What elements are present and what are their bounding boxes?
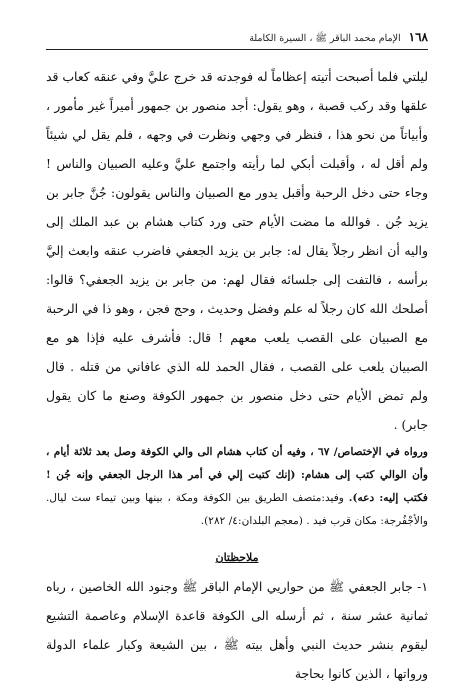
main-paragraph: ليلتي فلما أصبحت أتيته إعظاماً له فوجدته قد خرج عليَّ وفي عنقه كعاب قد علقها وقد ركب قصبة ، وهو يقول: أجد منصور بن جمهور أميراً غير مأمور ، وأبياتاً من نحو هذا ، فنظر في وجهي ونظرت في وجهه ، فلم يقل لي شيئاً ولم أقل له ، وأقبلت أبكي لما رأيته واجتمع عليَّ وعليه الصبيان والناس ! وجاء حتى دخل الرحبة وأقبل يدور مع الصبيان والناس يقولون: جُنَّ جابر بن يزيد جُن . فوالله ما مضت الأيام حتى ورد كتاب هشام بن عبد الملك إلى واليه أن انظر رجلاً يقال له: جابر بن يزيد الجعفي فاضرب عنقه وابعث إليَّ برأسه ، فالتفت إلى جلسائه فقال لهم: من جابر بن يزيد الجعفي؟ قالوا: أصلحك الله كان رجلاً له علم وفضل وحديث ، وحج فجن ، وهو ذا في الرحبة مع الصبيان على القصب يلعب معهم ! قال: فأشرف عليه فإذا هو مع الصبيان يلعب على القصب ، فقال الحمد لله الذي عافاني من قتله . قال ولم تمض الأيام حتى دخل منصور بن جمهور الكوفة وصنع ما كان يقول جابر) . [46,69,428,432]
page-header [46,30,428,50]
notes-heading: ملاحظتان [215,551,259,564]
main-text [46,62,428,439]
running-title: الإمام محمد الباقر ﷺ ، السيرة الكاملة [249,33,401,44]
note-paragraph: ١- جابر الجعفي ﷺ من حواريي الإمام الباقر ﷺ وجنود الله الخاصين ، رباه ثمانية عشر سنة ، ثم أرسله الى الكوفة قاعدة الإسلام وعاصمة التشيع ليقوم بنشر حديث النبي وأهل بيته ﷺ ، بين الشيعة وكبار علماء الدولة ورواتها ، الذين كانوا بحاجة [46,579,428,681]
notes-text [46,572,428,688]
page-number: ١٦٨ [408,30,428,44]
source-note-bold: ورواه في الإختصاص/ ٦٧ ، وفيه أن كتاب هشام الى والي الكوفة وصل بعد ثلاثة أيام ، وأن الوالي كتب إلى هشام: (إنك كتبت إلي في أمر هذا الرجل الجعفي وإنه جُن ! فكتب إليه: دعه). [46,446,429,504]
source-note-plain: وفيد:متصف الطريق بين الكوفة ومكة ، بينها وبين تيماء ست ليال. والأجْفُرجة: مكان قرب فيد . (معجم البلدان:٤/ ٢٨٢). [46,492,428,527]
book-page [46,30,428,688]
source-note [46,441,428,533]
